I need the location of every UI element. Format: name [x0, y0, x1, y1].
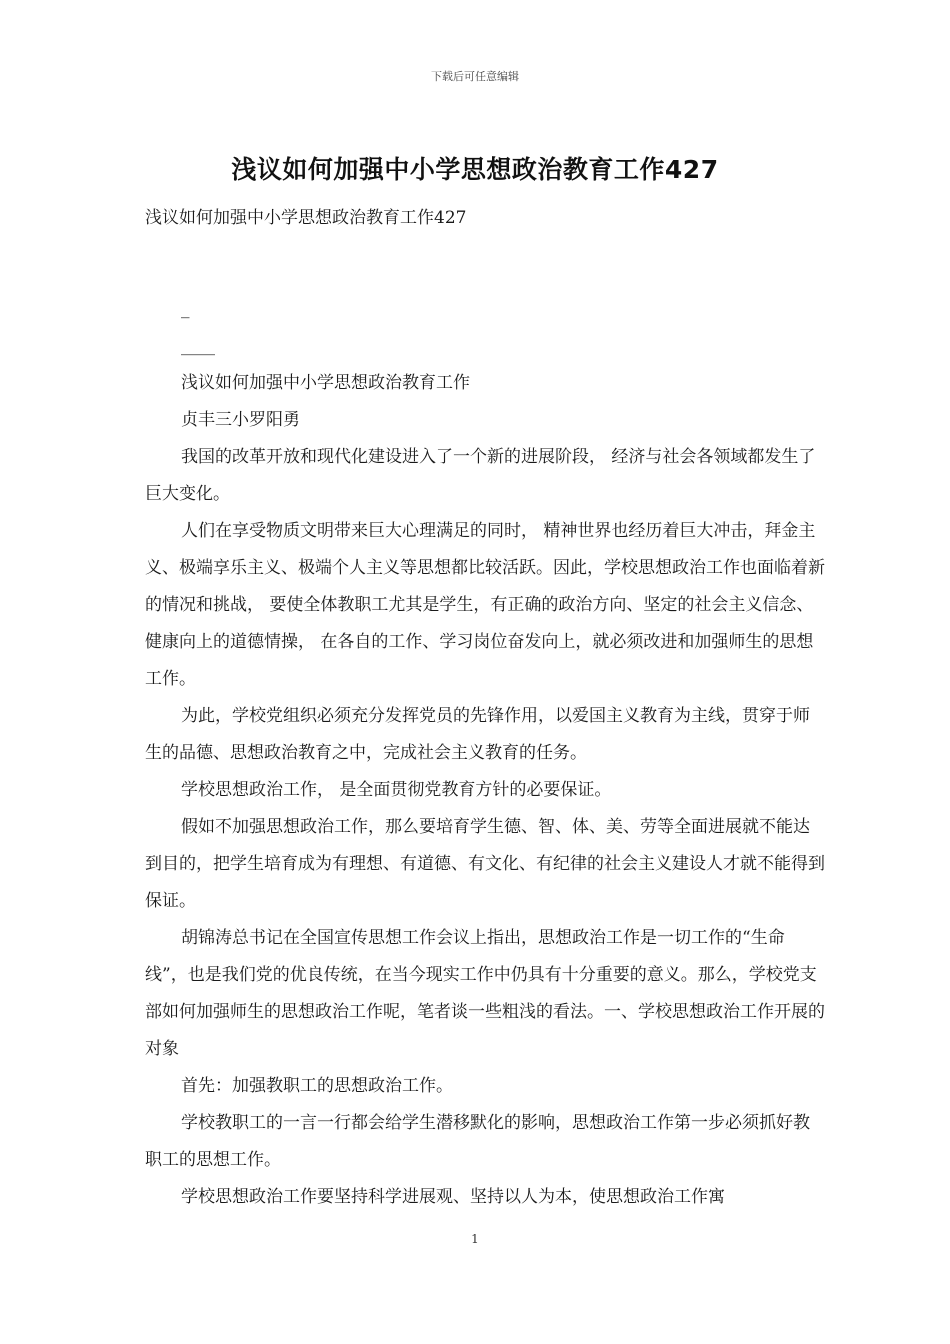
paragraph: 假如不加强思想政治工作，那么要培育学生德、智、体、美、劳等全面进展就不能达到目的，把学生培育成为有理想、有道德、有文化、有纪律的社会主义建设人才就不能得到保证。	[145, 817, 825, 911]
paragraph: 学校思想政治工作要坚持科学进展观、坚持以人为本，使思想政治工作寓	[181, 1187, 725, 1207]
page-number: 1	[471, 1232, 479, 1246]
paragraph-heading: 浅议如何加强中小学思想政治教育工作	[181, 373, 470, 393]
document-subtitle: 浅议如何加强中小学思想政治教育工作427	[145, 208, 467, 228]
paragraph: 学校思想政治工作， 是全面贯彻党教育方针的必要保证。	[181, 780, 612, 800]
paragraph: 学校教职工的一言一行都会给学生潜移默化的影响，思想政治工作第一步必须抓好教职工的思想工作。	[145, 1113, 810, 1170]
document-body	[145, 200, 825, 1216]
paragraph: 首先：加强教职工的思想政治工作。	[181, 1076, 453, 1096]
paragraph-author: 贞丰三小罗阳勇	[181, 410, 300, 430]
separator-line-1: _	[181, 299, 190, 319]
paragraph: 人们在享受物质文明带来巨大心理满足的同时， 精神世界也经历着巨大冲击，拜金主义、极端享乐主义、极端个人主义等思想都比较活跃。因此，学校思想政治工作也面临着新的情况和挑战， 要使全体教职工尤其是学生，有正确的政治方向、坚定的社会主义信念、 健康向上的道德情操， 在各自的工作、学习岗位奋发向上，就必须改进和加强师生的思想工作。	[145, 521, 825, 689]
paragraph: 胡锦涛总书记在全国宣传思想工作会议上指出，思想政治工作是一切工作的“生命线”，也是我们党的优良传统，在当今现实工作中仍具有十分重要的意义。那么，学校党支部如何加强师生的思想政治工作呢，笔者谈一些粗浅的看法。一、学校思想政治工作开展的对象	[145, 928, 825, 1059]
document-title: 浅议如何加强中小学思想政治教育工作427	[231, 155, 719, 184]
paragraph: 我国的改革开放和现代化建设进入了一个新的进展阶段， 经济与社会各领域都发生了巨大变化。	[145, 447, 816, 504]
separator-line-2: ____	[181, 336, 215, 356]
header-note: 下载后可任意编辑	[431, 70, 519, 83]
paragraph: 为此，学校党组织必须充分发挥党员的先锋作用，以爱国主义教育为主线，贯穿于师生的品德、思想政治教育之中，完成社会主义教育的任务。	[145, 706, 810, 763]
